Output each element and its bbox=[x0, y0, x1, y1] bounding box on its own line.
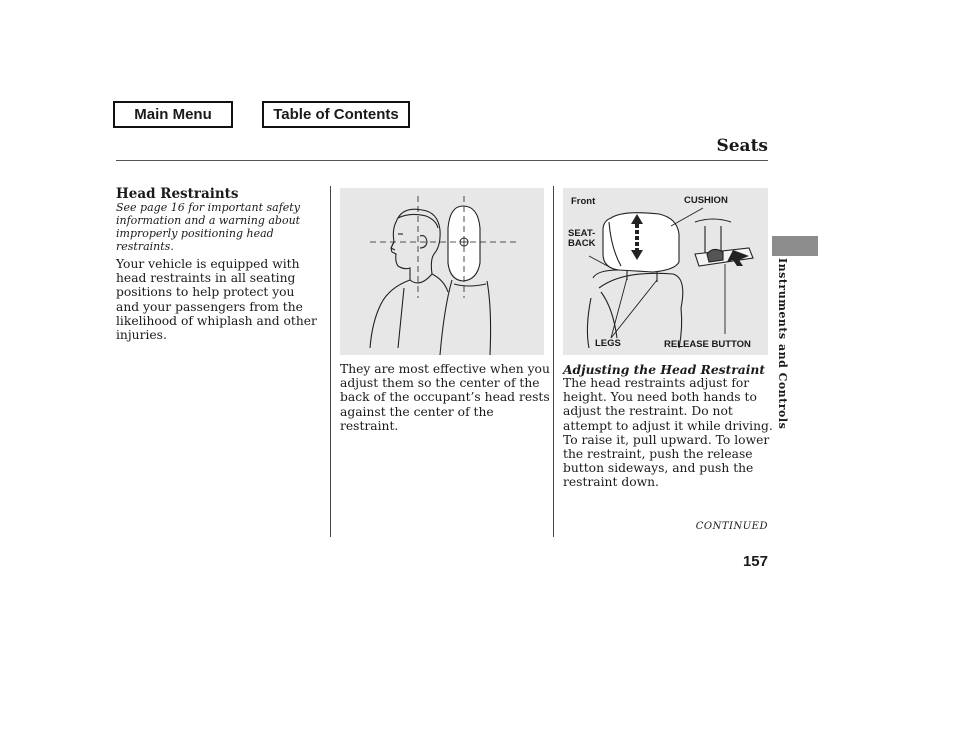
chapter-tab-marker bbox=[772, 236, 818, 256]
chapter-tab-label: Instruments and Controls bbox=[776, 258, 789, 430]
adjusting-heading: Adjusting the Head Restraint bbox=[563, 362, 766, 377]
table-of-contents-button[interactable]: Table of Contents bbox=[262, 101, 410, 128]
safety-reference-note: See page 16 for important safety information and a warning about improperly positioning head restraints. bbox=[116, 201, 301, 253]
legs-label: LEGS bbox=[595, 338, 621, 349]
head-restraint-diagram bbox=[563, 188, 768, 355]
adjusting-paragraph: The head restraints adjust for height. You need both hands to adjust the restraint. Do not attempt to adjust it while driving. To raise it, pull upward. To lower the restraint, push the release button sideways, and push the restraint down. bbox=[563, 376, 773, 490]
header-divider bbox=[116, 160, 768, 161]
head-restraints-heading: Head Restraints bbox=[116, 186, 239, 202]
middle-paragraph: They are most effective when you adjust them so the center of the back of the occupant’s head rests against the center of the restraint. bbox=[340, 362, 550, 433]
page-number: 157 bbox=[742, 553, 768, 570]
front-label: Front bbox=[571, 196, 596, 207]
release-button-label: RELEASE BUTTON bbox=[664, 339, 751, 350]
column-divider bbox=[553, 186, 554, 537]
cushion-label: CUSHION bbox=[684, 195, 728, 206]
section-title: Seats bbox=[716, 136, 768, 156]
continued-note: CONTINUED bbox=[695, 521, 768, 532]
seat-back-label: SEAT- BACK bbox=[568, 228, 596, 249]
occupant-head-figure bbox=[340, 188, 544, 355]
main-menu-button[interactable]: Main Menu bbox=[113, 101, 233, 128]
intro-paragraph: Your vehicle is equipped with head restraints in all seating positions to help protect you and your passengers from the likelihood of whiplash and other injuries. bbox=[116, 257, 317, 343]
adjusting-head-restraint-illustration bbox=[563, 188, 768, 355]
head-position-illustration bbox=[340, 188, 544, 355]
